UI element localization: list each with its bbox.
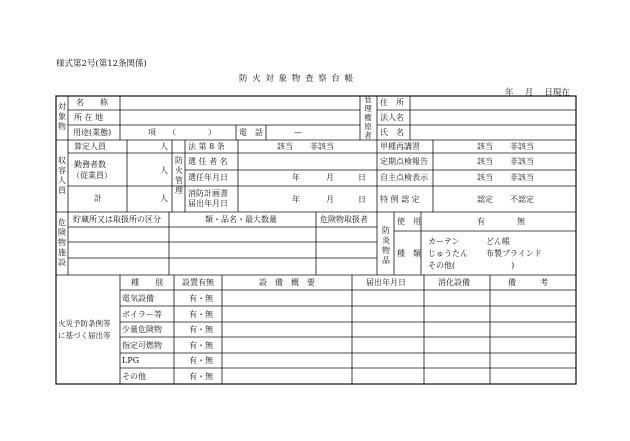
calc-persons-label: 算定人員 (74, 142, 106, 151)
address-label: 所 在 地 (74, 113, 104, 122)
ordinance-row-status: 有・無 (189, 372, 213, 381)
ordinance-row-status: 有・無 (189, 341, 213, 350)
phone-value: — (294, 128, 302, 137)
col-header-installed: 設置有無 (182, 278, 214, 287)
flameproof-use-no: 無 (517, 217, 525, 226)
plan-sub-label: 届出年月日 (188, 199, 228, 208)
plan-day: 日 (358, 195, 366, 204)
ordinance-row-status: 有・無 (189, 325, 213, 334)
appoint-month: 月 (326, 173, 334, 182)
flameproof-doncho: どん帳 (486, 237, 510, 246)
owner-section-label: 管理権原者 (364, 95, 372, 140)
hazard-type-header: 類・品名・最大数量 (205, 215, 277, 224)
law8-applicable: 該当 (277, 142, 293, 151)
plan-label: 消防計画書 (188, 189, 228, 198)
ordinance-row-status: 有・無 (189, 310, 213, 319)
retraining-label: 甲種再講習 (380, 142, 420, 151)
ordinance-row-kind: LPG (122, 356, 140, 365)
plan-year: 年 (292, 195, 300, 204)
ordinance-row-status: 有・無 (189, 294, 213, 303)
special-cert-label: 特 例 認 定 (380, 195, 420, 204)
law8-label: 法 第 8 条 (188, 142, 225, 151)
flameproof-section-label: 防炎物品 (382, 226, 390, 265)
owner-name-label: 氏 名 (380, 128, 404, 137)
ordinance-sub-label: に基づく届出等 (58, 331, 111, 340)
total-label: 計 (94, 194, 102, 203)
appointee-label: 選 任 者 名 (188, 157, 228, 166)
capacity-section-label: 収容人員 (58, 156, 66, 195)
date-line: 年 月 日現在 (505, 88, 570, 98)
law8-not-applicable: 非該当 (310, 142, 334, 151)
owner-corp-label: 法人名 (380, 113, 404, 122)
ordinance-row-kind: 少量危険物 (122, 325, 162, 334)
self-not-applicable: 非該当 (510, 173, 534, 182)
flameproof-other: その他( ) (428, 261, 515, 270)
ordinance-row-kind: ボイラー等 (122, 310, 162, 319)
use-value: 項 （ ） (148, 128, 216, 137)
flameproof-kind-label: 種 類 (397, 249, 421, 258)
page-title: 防 火 対 象 物 査 察 台 帳 (239, 74, 355, 84)
col-header-extinguish: 消化設備 (438, 278, 470, 287)
self-inspection-label: 自主点検表示 (380, 173, 428, 182)
col-header-notes: 備 考 (508, 278, 548, 287)
col-header-report-date: 届出年月日 (366, 278, 406, 287)
use-label: 用途(業態) (73, 128, 112, 137)
col-header-kind: 種 別 (131, 278, 163, 287)
flameproof-use-label: 使 用 (397, 217, 421, 226)
owner-address-label: 住 所 (380, 98, 404, 107)
ordinance-row-kind: その他 (122, 372, 146, 381)
calc-persons-unit: 人 (160, 142, 168, 151)
flameproof-curtain: カーテン (428, 237, 460, 246)
name-label: 名 称 (76, 98, 108, 107)
object-section-label: 対象物 (58, 102, 66, 131)
ordinance-row-status: 有・無 (189, 356, 213, 365)
certified-option: 認定 (477, 195, 493, 204)
fire-mgmt-label: 防火管理 (175, 156, 183, 195)
flameproof-carpet: じゅうたん (428, 249, 468, 258)
appoint-year: 年 (292, 173, 300, 182)
ordinance-row-kind: 電気設備 (122, 294, 154, 303)
col-header-summary: 設 備 概 要 (259, 278, 315, 287)
flameproof-blind: 布製ブラインド (486, 249, 542, 258)
workers-unit: 人 (160, 166, 168, 175)
hazard-section-label: 危険物施設 (58, 218, 66, 267)
flameproof-use-yes: 有 (477, 217, 485, 226)
phone-label: 電 話 (239, 128, 263, 137)
plan-month: 月 (326, 195, 334, 204)
periodic-not-applicable: 非該当 (510, 157, 534, 166)
appoint-day: 日 (358, 173, 366, 182)
ordinance-label: 火災予防条例等 (58, 319, 111, 328)
retraining-applicable: 該当 (477, 142, 493, 151)
workers-sub-label: （従業員） (72, 171, 112, 180)
hazard-place-header: 貯蔵所又は取扱所の区分 (73, 215, 161, 224)
form-number: 様式第2号(第12条関係) (56, 59, 147, 69)
total-unit: 人 (160, 194, 168, 203)
self-applicable: 該当 (477, 173, 493, 182)
retraining-not-applicable: 非該当 (510, 142, 534, 151)
appoint-date-label: 選任年月日 (188, 173, 228, 182)
not-certified-option: 不認定 (510, 195, 534, 204)
periodic-report-label: 定期点検報告 (380, 157, 428, 166)
hazard-handler-header: 危険物取扱者 (320, 215, 368, 224)
periodic-applicable: 該当 (477, 157, 493, 166)
workers-label: 勤務者数 (74, 160, 106, 169)
ordinance-row-kind: 指定可燃物 (122, 341, 162, 350)
